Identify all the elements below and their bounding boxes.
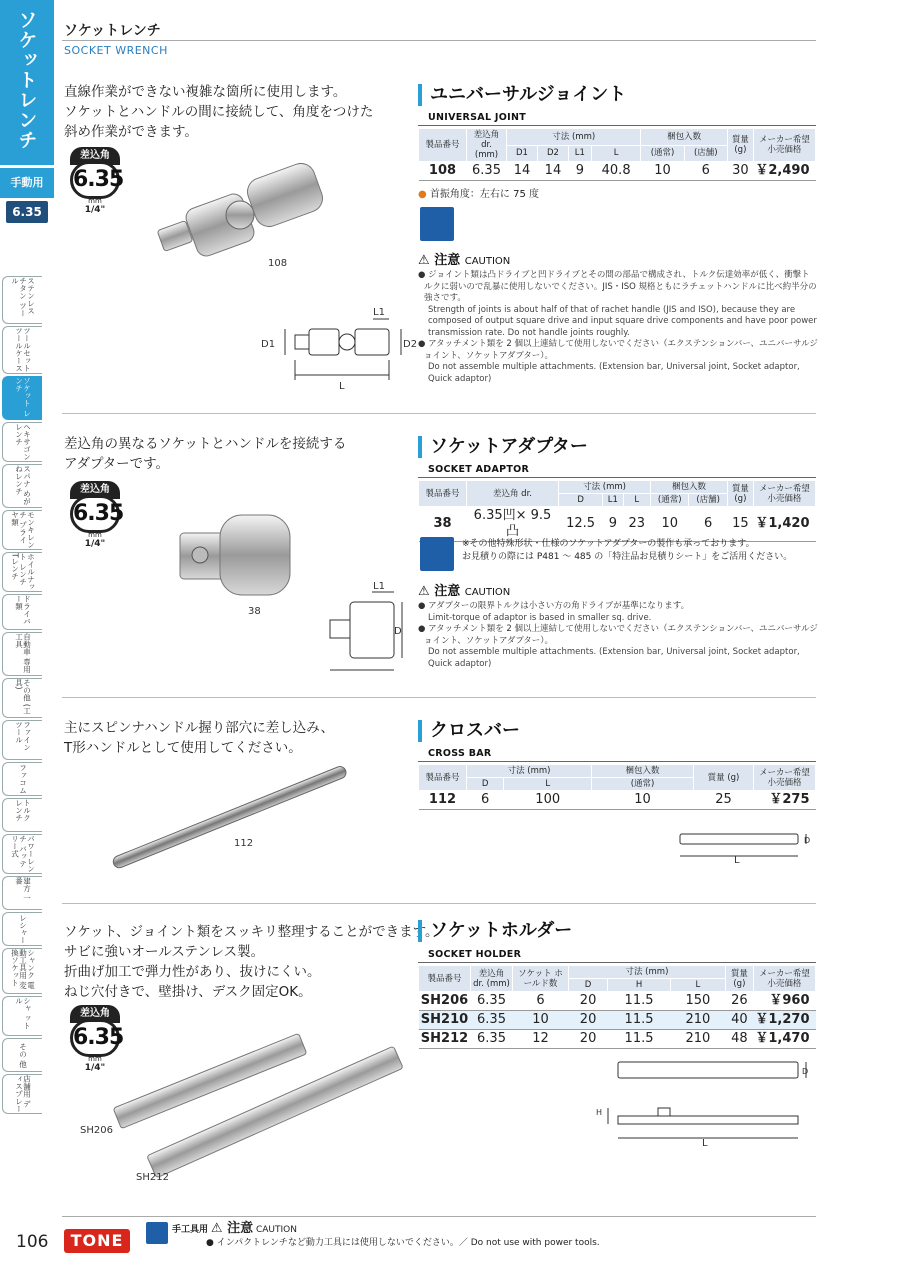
section-divider xyxy=(62,413,816,414)
spec-table: 製品番号 差込角 dr. 寸法 (mm) 梱包入数 質量 (g) メーカー希望 小売価格 D L1 L (通常) (店舗) 38 6.35凹× 9.5凸 12.5 9 23 10 6 15 ￥1,420 xyxy=(418,480,816,542)
section-divider xyxy=(62,697,816,698)
drive-size-badge: 差込角 6.35 mm 1/4" xyxy=(70,147,120,217)
custom-order-note: ※その他特殊形状・仕様のソケットアダプターの製作も承っております。 お見積りの際には P481 ～ 485 の「特注品お見積りシート」をご活用ください。 xyxy=(462,539,793,562)
dim-d: D xyxy=(804,836,811,845)
table-row: SH212 6.35 12 20 11.5 210 48 ￥1,470 xyxy=(419,1030,816,1049)
table-row: SH206 6.35 6 20 11.5 150 26 ￥960 xyxy=(419,992,816,1011)
drive-size-badge: 差込角 6.35 mm 1/4" xyxy=(70,481,120,551)
title-divider xyxy=(418,761,816,762)
product-number-label: SH212 xyxy=(136,1172,169,1183)
section-description: 差込角の異なるソケットとハンドルを接続する アダプターです。 xyxy=(64,436,347,472)
tone-logo: TONE xyxy=(64,1229,130,1253)
title-divider xyxy=(418,962,816,963)
dim-d2: D2 xyxy=(403,339,418,350)
universal-joint-image xyxy=(150,160,330,260)
sidebar-tab[interactable]: その他 (工具) xyxy=(2,678,42,718)
sidebar-tab[interactable]: その 他 xyxy=(2,1038,42,1072)
product-title-en: CROSS BAR xyxy=(428,748,492,759)
sidebar-tab[interactable]: トルク レンチ xyxy=(2,798,42,832)
sidebar-tab[interactable]: シャンク 電動工具用 変換ソケット xyxy=(2,948,42,994)
sidebar-tab[interactable]: ヘキサゴン レンチ xyxy=(2,422,42,462)
sidebar-category: 手動用 xyxy=(0,168,54,198)
dim-l: L xyxy=(339,381,345,392)
sidebar-tab[interactable]: 自動車 専用工具 xyxy=(2,632,42,676)
hand-tool-icon xyxy=(420,537,454,571)
universal-joint-dimension-drawing xyxy=(255,305,418,393)
spec-table: 製品番号 差込角 dr. (mm) 寸法 (mm) 梱包入数 質量 (g) メーカー希望 小売価格 D1 D2 L1 L (通常) (店舗) 108 6.35 14 14 9 40.8 10 6 30 ￥2,490 xyxy=(418,128,816,181)
socket-adaptor-image xyxy=(170,505,300,605)
cross-bar-image xyxy=(105,765,345,875)
swing-angle-note: ● 首振角度：左右に 75 度 xyxy=(418,189,540,200)
footer-caution: 手工具用 ⚠ 注意 CAUTION ● インパクトレンチなど動力工具には使用しないでください。／ Do not use with power tools. xyxy=(172,1221,600,1248)
section-description: 主にスピンナハンドル握り部穴に差し込み、 T形ハンドルとして使用してください。 xyxy=(64,720,334,756)
drive-size-badge: 差込角 6.35 mm 1/4" xyxy=(70,1005,120,1075)
sidebar-tab[interactable]: ドライバー類 xyxy=(2,594,42,630)
spec-table: 製品番号 差込角 dr. (mm) ソケット ホールド数 寸法 (mm) 質量 (g) メーカー希望 小売価格 D H L SH206 6.35 6 20 11.5 150 26 ￥960 SH210 6.35 10 20 11.5 210 40 ￥1,270 SH212 6.35 12 20 11.5 210 48 ￥1,470 xyxy=(418,965,816,1049)
sidebar xyxy=(0,0,54,1215)
title-divider xyxy=(418,125,816,126)
footer-divider xyxy=(62,1216,816,1217)
sidebar-tabs xyxy=(2,276,42,1116)
cross-bar-dimension-drawing xyxy=(676,830,816,866)
sidebar-tab[interactable]: パワーレンチ バッテリー式 xyxy=(2,834,42,874)
dim-d: D xyxy=(802,1067,809,1076)
section-description: 直線作業ができない複雑な箇所に使用します。 ソケットとハンドルの間に接続して、角度をつけた 斜め作業ができます。 xyxy=(64,84,374,140)
sidebar-tab[interactable]: 店舗用 ディスプレー xyxy=(2,1074,42,1114)
sidebar-tab[interactable]: スパナ めがねレンチ xyxy=(2,464,42,508)
dim-d: D xyxy=(394,626,402,637)
table-row: 112 6 100 10 25 ￥275 xyxy=(419,791,816,810)
product-title: ソケットホルダー xyxy=(418,920,572,942)
sidebar-tab[interactable]: レシャー xyxy=(2,912,42,946)
dim-l1: L1 xyxy=(373,581,385,592)
caution-box: ⚠ 注意 CAUTION ● アダプターの限界トルクは小さい方の角ドライブが基準になります。 Limit-torque of adaptor is based in smaller sq. drive. ● アタッチメント類を 2 個以上連結して使用しないでください（エクステンションバー、ユニバーサルジョイント、ソケットアダプター）。 Do not assemble multiple attachments. (Extension bar, Universal joint, Socket adaptor, Quick adaptor) xyxy=(418,584,818,669)
product-number-label: 38 xyxy=(248,606,261,617)
page-title: ソケットレンチ xyxy=(64,23,161,39)
sidebar-title: ソケットレンチ xyxy=(0,0,54,165)
dim-l1: L1 xyxy=(373,307,385,318)
dim-d1: D1 xyxy=(261,339,276,350)
product-number-label: 112 xyxy=(234,838,254,849)
product-title: ソケットアダプター xyxy=(418,436,588,458)
dim-l: L xyxy=(734,855,740,866)
dim-h: H xyxy=(596,1108,603,1117)
table-row: SH210 6.35 10 20 11.5 210 40 ￥1,270 xyxy=(419,1011,816,1030)
table-row: 38 6.35凹× 9.5凸 12.5 9 23 10 6 15 ￥1,420 xyxy=(419,507,816,542)
sidebar-tab[interactable]: ツールセット ツールケース xyxy=(2,326,42,374)
socket-holder-image xyxy=(100,1010,410,1180)
section-description: ソケット、ジョイント類をスッキリ整理することができます。 サビに強いオールステンレス製。 折曲げ加工で弾力性があり、抜けにくい。 ねじ穴付きで、壁掛け、デスク固定OK。 xyxy=(64,924,439,1000)
socket-adaptor-dimension-drawing xyxy=(320,580,410,680)
sidebar-tab[interactable]: ホイルナット レンチ Tレンチ xyxy=(2,552,42,592)
dim-l: L xyxy=(702,1138,708,1149)
socket-holder-dimension-drawing xyxy=(610,1058,816,1148)
section-divider xyxy=(62,903,816,904)
product-title: ユニバーサルジョイント xyxy=(418,84,626,106)
header-divider xyxy=(62,40,816,41)
sidebar-tab[interactable]: ファイン ツール xyxy=(2,720,42,760)
product-title-en: SOCKET ADAPTOR xyxy=(428,464,530,475)
table-row: 108 6.35 14 14 9 40.8 10 6 30 ￥2,490 xyxy=(419,162,816,181)
title-divider xyxy=(418,477,816,478)
sidebar-tab[interactable]: ソケット レンチ xyxy=(2,376,42,420)
caution-box: ⚠ 注意 CAUTION ● ジョイント類は凸ドライブと凹ドライブとその間の部品で構成され、トルク伝達効率が低く、衝撃トルクに弱いので乱暴に使用しないでください。JIS・ISO 規格ともにラチェットハンドルに比べ約半分の強さです。 Strength of joints is about half of that of rachet handle (JIS and ISO), because they are composed of output square drive and input square drive components and have poor power transmission rate. Do not handle joints roughly. ● アタッチメント類を 2 個以上連結して使用しないでください（エクステンションバー、ユニバーサルジョイント、ソケットアダプター）。 Do not assemble multiple attachments. (Extension bar, Universal joint, Socket adaptor, Quick adaptor) xyxy=(418,253,818,384)
product-title-en: UNIVERSAL JOINT xyxy=(428,112,526,123)
product-title-en: SOCKET HOLDER xyxy=(428,949,522,960)
spec-table: 製品番号 寸法 (mm) 梱包入数 質量 (g) メーカー希望 小売価格 D L (通常) 112 6 100 10 25 ￥275 xyxy=(418,764,816,810)
product-number-label: SH206 xyxy=(80,1125,113,1136)
sidebar-tab[interactable]: ファコム xyxy=(2,762,42,796)
page-subtitle: SOCKET WRENCH xyxy=(64,44,168,57)
sidebar-tab[interactable]: ステンレス チタン ツール xyxy=(2,276,42,324)
hand-tool-icon xyxy=(146,1222,168,1244)
sidebar-tab[interactable]: 建方 一番 xyxy=(2,876,42,910)
product-number-label: 108 xyxy=(268,258,288,269)
sidebar-size: 6.35 xyxy=(6,201,48,223)
page-number: 106 xyxy=(16,1232,49,1252)
sidebar-tab[interactable]: シャ ット ル xyxy=(2,996,42,1036)
hand-tool-icon xyxy=(420,207,454,241)
product-title: クロスバー xyxy=(418,720,520,742)
sidebar-tab[interactable]: モンキレンチ プライヤ類 xyxy=(2,510,42,550)
